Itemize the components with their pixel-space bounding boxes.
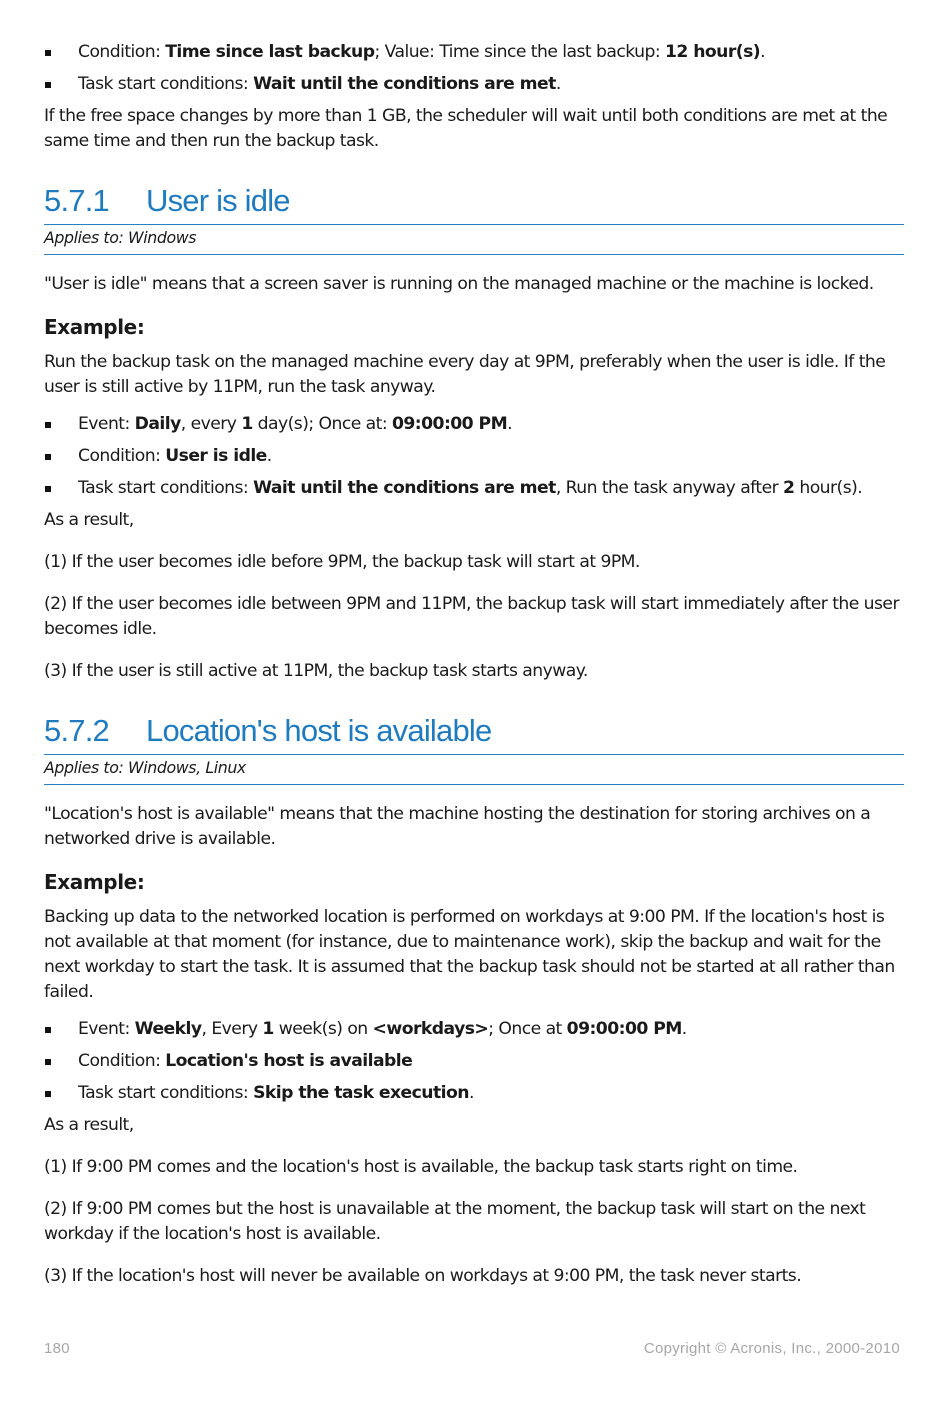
list-item: Condition: Time since last backup; Value: Time since the last backup: 12 hour(s). bbox=[44, 40, 904, 65]
example-heading: Example: bbox=[44, 315, 145, 339]
example-heading: Example: bbox=[44, 870, 145, 894]
section-number: 5.7.1 bbox=[44, 183, 109, 218]
section-title: User is idle bbox=[146, 183, 290, 218]
applies-to-note: Applies to: Windows, Linux bbox=[44, 755, 904, 785]
section-heading bbox=[44, 182, 904, 225]
result-intro: As a result, bbox=[44, 510, 134, 530]
result-item: (1) If the user becomes idle before 9PM, the backup task will start at 9PM. bbox=[44, 552, 640, 572]
section-title: Location's host is available bbox=[146, 713, 492, 748]
section-5-7-1 bbox=[44, 182, 904, 684]
result-item: (2) If 9:00 PM comes but the host is unavailable at the moment, the backup task will start on the next workday if the location's host is available. bbox=[44, 1199, 866, 1244]
list-item: Condition: Location's host is available bbox=[44, 1049, 904, 1074]
list-item: Task start conditions: Skip the task execution. bbox=[44, 1081, 904, 1106]
section-heading bbox=[44, 712, 904, 755]
document-page bbox=[44, 40, 904, 1306]
list-item: Task start conditions: Wait until the conditions are met. bbox=[44, 72, 904, 97]
example-text: Backing up data to the networked location is performed on workdays at 9:00 PM. If the location's host is not available at that moment (for instance, due to maintenance work), skip the backup and wait for the next workday to start the task. It is assumed that the backup task should not be started at all rather than failed. bbox=[44, 907, 895, 1002]
schedule-settings-list bbox=[44, 40, 904, 97]
result-item: (3) If the location's host will never be available on workdays at 9:00 PM, the task never starts. bbox=[44, 1266, 802, 1286]
section-5-7-2 bbox=[44, 712, 904, 1289]
example-settings-list bbox=[44, 1017, 904, 1106]
section-intro: "User is idle" means that a screen saver is running on the managed machine or the machine is locked. bbox=[44, 274, 874, 294]
result-item: (2) If the user becomes idle between 9PM and 11PM, the backup task will start immediately after the user becomes idle. bbox=[44, 594, 899, 639]
copyright-notice: Copyright © Acronis, Inc., 2000-2010 bbox=[643, 1340, 900, 1357]
result-item: (3) If the user is still active at 11PM, the backup task starts anyway. bbox=[44, 661, 588, 681]
section-intro: "Location's host is available" means that the machine hosting the destination for storing archives on a networked drive is available. bbox=[44, 804, 871, 849]
list-item: Condition: User is idle. bbox=[44, 444, 904, 469]
example-text: Run the backup task on the managed machine every day at 9PM, preferably when the user is idle. If the user is still active by 11PM, run the task anyway. bbox=[44, 352, 886, 397]
list-item: Event: Daily, every 1 day(s); Once at: 09:00:00 PM. bbox=[44, 412, 904, 437]
applies-to-note: Applies to: Windows bbox=[44, 225, 904, 255]
result-item: (1) If 9:00 PM comes and the location's host is available, the backup task starts right on time. bbox=[44, 1157, 798, 1177]
section-number: 5.7.2 bbox=[44, 713, 109, 748]
body-paragraph: If the free space changes by more than 1 GB, the scheduler will wait until both conditions are met at the same time and then run the backup task. bbox=[44, 106, 888, 151]
list-item: Event: Weekly, Every 1 week(s) on <workdays>; Once at 09:00:00 PM. bbox=[44, 1017, 904, 1042]
example-settings-list bbox=[44, 412, 904, 501]
page-number: 180 bbox=[44, 1340, 70, 1357]
list-item: Task start conditions: Wait until the conditions are met, Run the task anyway after 2 hour(s). bbox=[44, 476, 904, 501]
result-intro: As a result, bbox=[44, 1115, 134, 1135]
